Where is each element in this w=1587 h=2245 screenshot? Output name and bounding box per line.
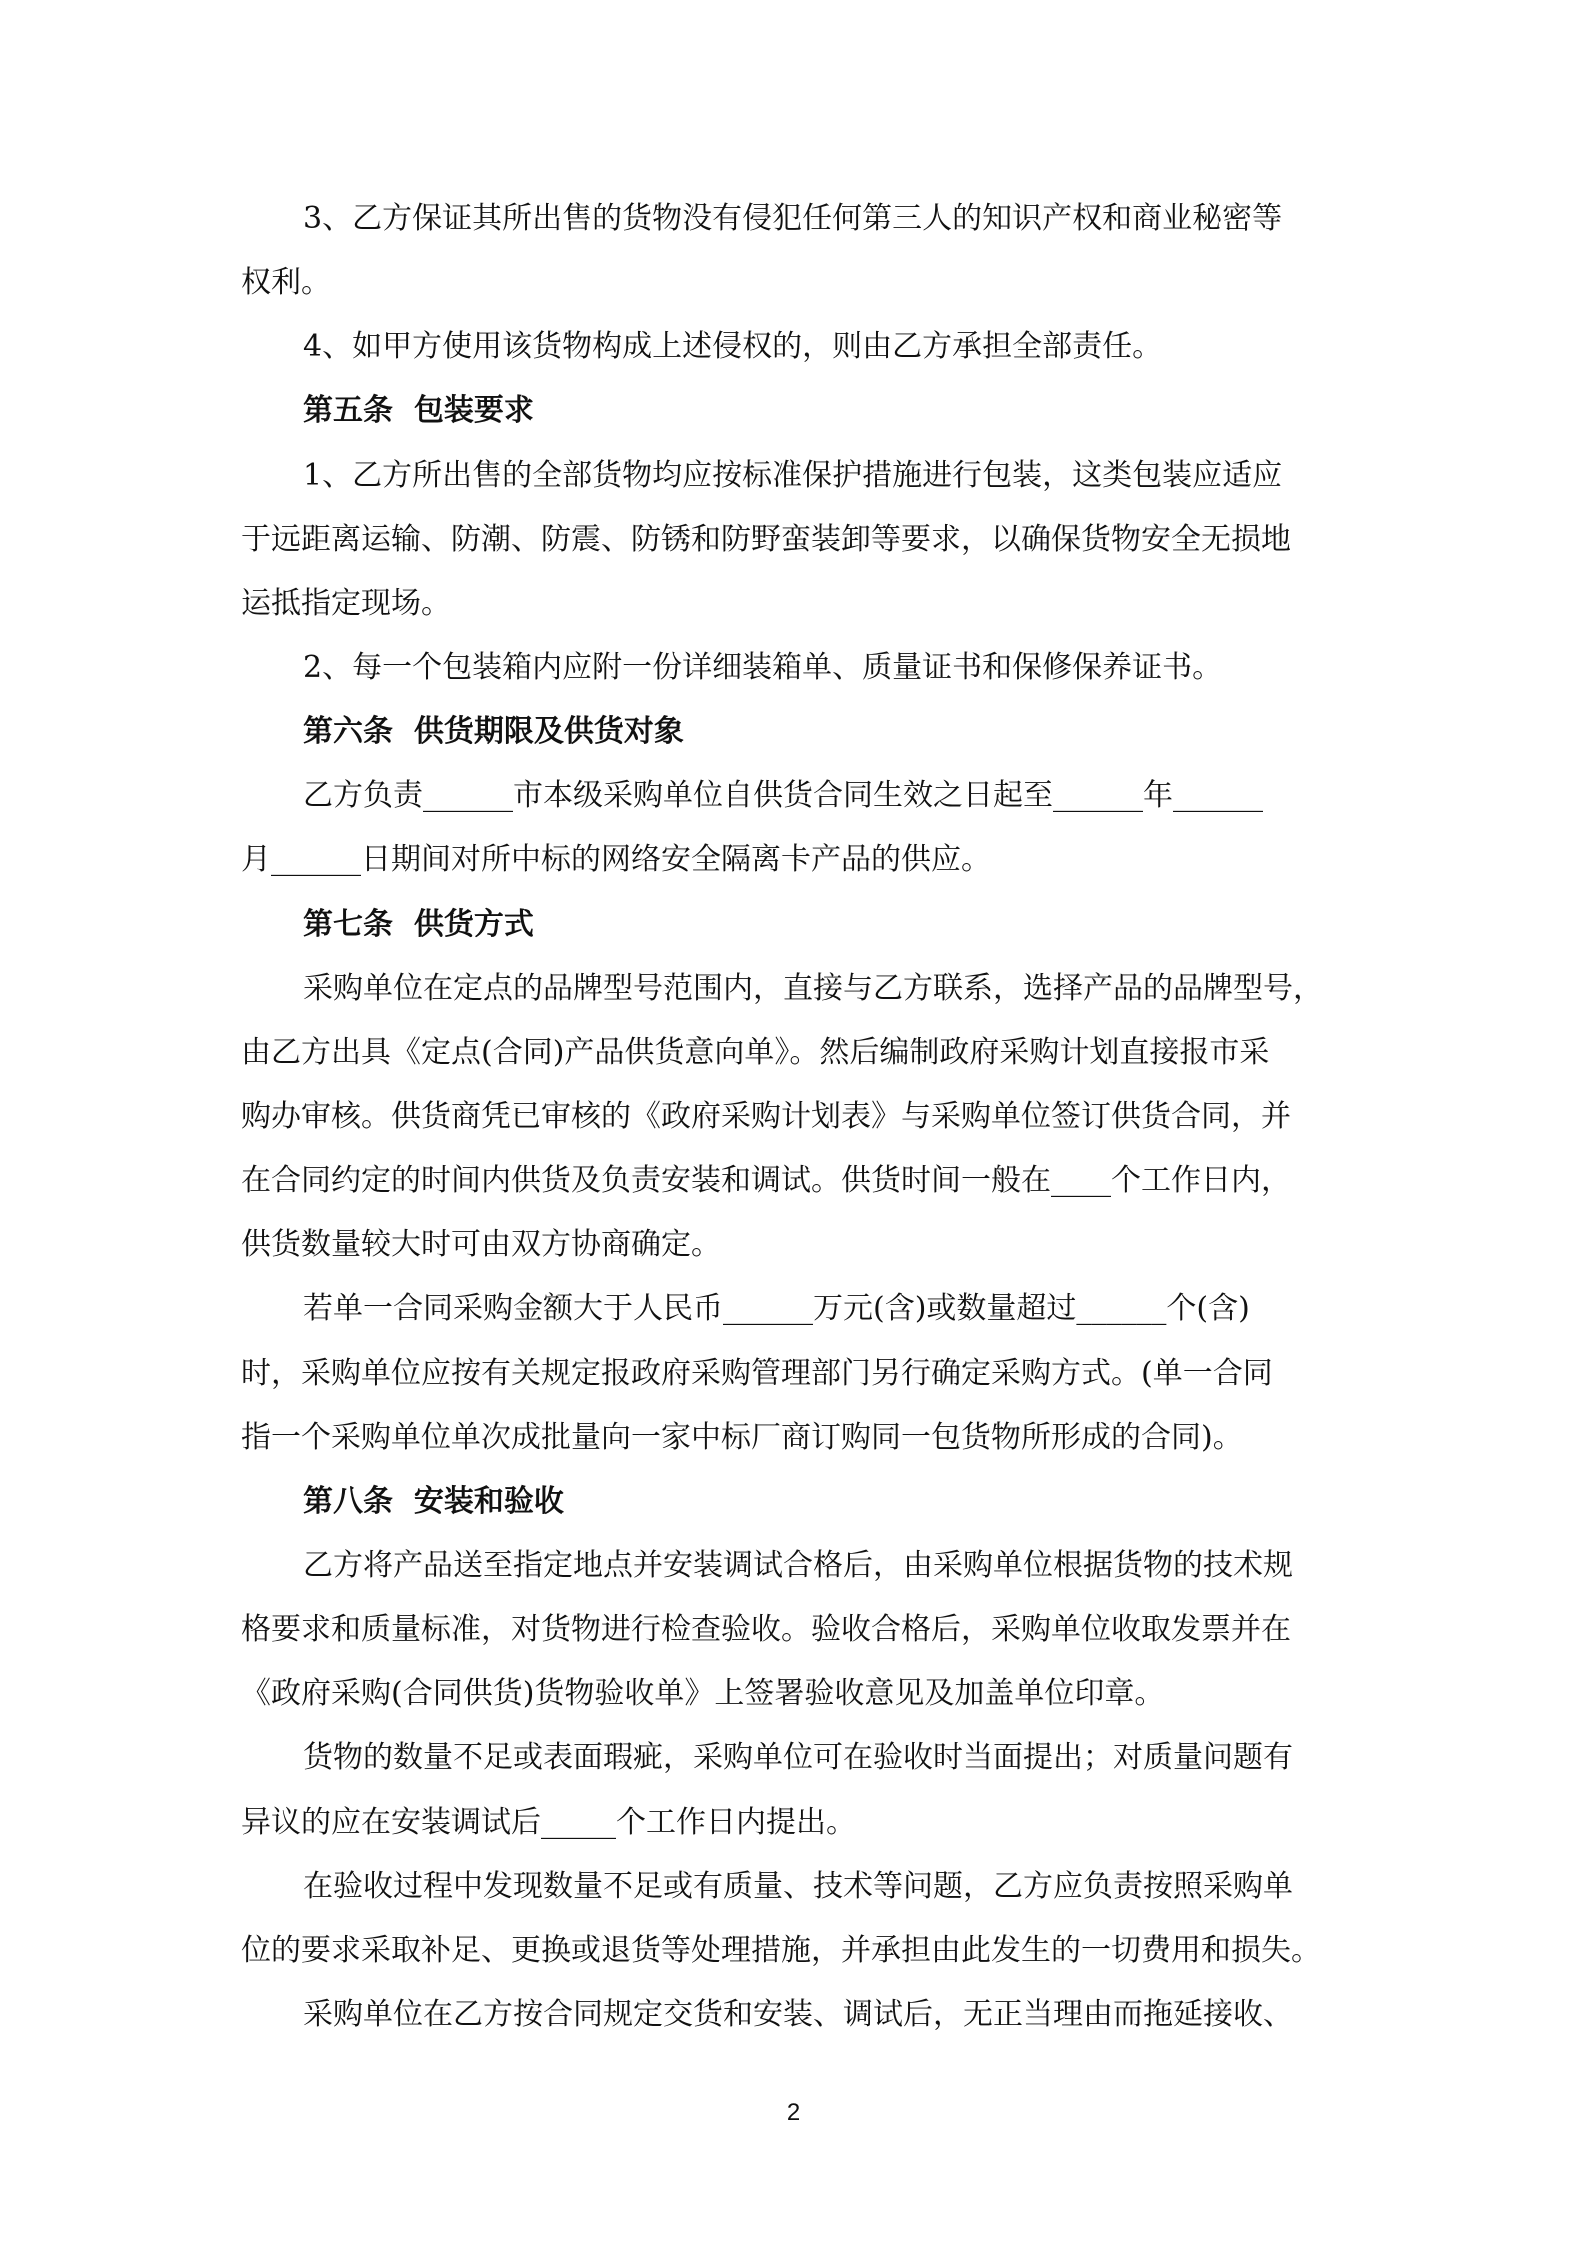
section-heading: 第八条 安装和验收 xyxy=(303,1484,564,1519)
paragraph-line: 3、乙方保证其所出售的货物没有侵犯任何第三人的知识产权和商业秘密等 xyxy=(303,201,1283,236)
paragraph-line: 乙方负责______市本级采购单位自供货合同生效之日起至______年______ xyxy=(303,778,1263,813)
paragraph-line: 货物的数量不足或表面瑕疵，采购单位可在验收时当面提出；对质量问题有 xyxy=(303,1740,1293,1775)
paragraph-line: 《政府采购(合同供货)货物验收单》上签署验收意见及加盖单位印章。 xyxy=(241,1676,1165,1711)
paragraph-line: 乙方将产品送至指定地点并安装调试合格后，由采购单位根据货物的技术规 xyxy=(303,1548,1293,1583)
paragraph-line: 时，采购单位应按有关规定报政府采购管理部门另行确定采购方式。(单一合同 xyxy=(241,1356,1273,1391)
paragraph-line: 在合同约定的时间内供货及负责安装和调试。供货时间一般在____个工作日内， xyxy=(241,1163,1291,1198)
page-number: 2 xyxy=(786,2099,801,2126)
section-heading: 第五条 包装要求 xyxy=(303,393,534,428)
paragraph-line: 权利。 xyxy=(241,265,331,300)
paragraph-line: 异议的应在安装调试后_____个工作日内提出。 xyxy=(241,1805,856,1840)
section-heading: 第七条 供货方式 xyxy=(303,907,534,942)
paragraph-line: 购办审核。供货商凭已审核的《政府采购计划表》与采购单位签订供货合同，并 xyxy=(241,1099,1291,1134)
paragraph-line: 采购单位在定点的品牌型号范围内，直接与乙方联系，选择产品的品牌型号， xyxy=(303,971,1323,1006)
paragraph-line: 在验收过程中发现数量不足或有质量、技术等问题，乙方应负责按照采购单 xyxy=(303,1869,1293,1904)
paragraph-line: 供货数量较大时可由双方协商确定。 xyxy=(241,1227,721,1262)
paragraph-line: 若单一合同采购金额大于人民币______万元(含)或数量超过______个(含) xyxy=(303,1291,1250,1326)
paragraph-line: 于远距离运输、防潮、防震、防锈和防野蛮装卸等要求，以确保货物安全无损地 xyxy=(241,522,1291,557)
paragraph-line: 2、每一个包装箱内应附一份详细装箱单、质量证书和保修保养证书。 xyxy=(303,650,1223,685)
paragraph-line: 格要求和质量标准，对货物进行检查验收。验收合格后，采购单位收取发票并在 xyxy=(241,1612,1291,1647)
section-heading: 第六条 供货期限及供货对象 xyxy=(303,714,684,749)
paragraph-line: 位的要求采取补足、更换或退货等处理措施，并承担由此发生的一切费用和损失。 xyxy=(241,1933,1321,1968)
paragraph-line: 指一个采购单位单次成批量向一家中标厂商订购同一包货物所形成的合同)。 xyxy=(241,1420,1243,1455)
paragraph-line: 1、乙方所出售的全部货物均应按标准保护措施进行包装，这类包装应适应 xyxy=(303,458,1283,493)
paragraph-line: 采购单位在乙方按合同规定交货和安装、调试后，无正当理由而拖延接收、 xyxy=(303,1997,1293,2032)
paragraph-line: 月______日期间对所中标的网络安全隔离卡产品的供应。 xyxy=(241,842,991,877)
paragraph-line: 运抵指定现场。 xyxy=(241,586,451,621)
paragraph-line: 由乙方出具《定点(合同)产品供货意向单》。然后编制政府采购计划直接报市采 xyxy=(241,1035,1270,1070)
paragraph-line: 4、如甲方使用该货物构成上述侵权的，则由乙方承担全部责任。 xyxy=(303,329,1163,364)
